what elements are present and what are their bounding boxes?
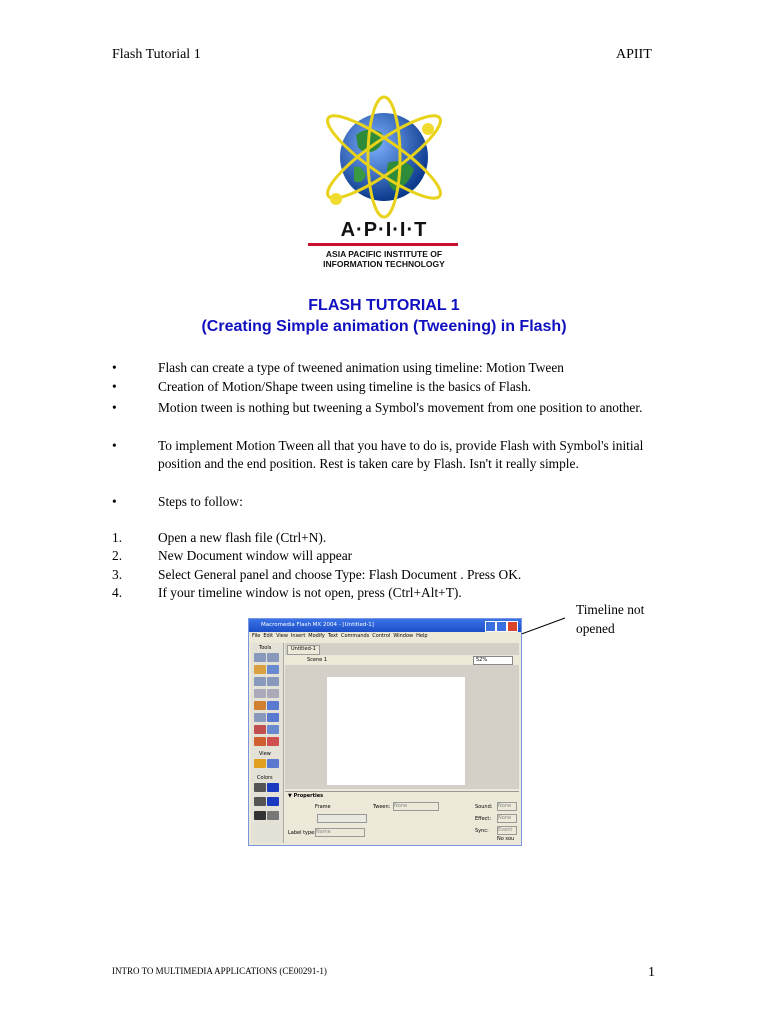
header-right: APIIT <box>616 47 652 62</box>
bullet-icon: • <box>112 379 117 394</box>
logo-subtitle-line2: INFORMATION TECHNOLOGY <box>323 259 445 269</box>
window-titlebar <box>249 619 521 632</box>
bullet-icon: • <box>112 494 117 509</box>
window-title: Macromedia Flash MX 2004 - [Untitled-1] <box>261 622 374 628</box>
logo-subtitle-line1: ASIA PACIFIC INSTITUTE OF <box>325 249 443 259</box>
page-subtitle: (Creating Simple animation (Tweening) in Flash) <box>201 318 567 335</box>
callout-text: Timeline not opened <box>576 602 645 636</box>
logo-wordmark: A·P·I·I·T <box>340 219 428 241</box>
stage <box>327 677 465 785</box>
doc-tab: Untitled-1 <box>287 645 320 655</box>
bullet-icon: • <box>112 438 117 453</box>
bullet-icon: • <box>112 360 117 375</box>
zoom-select: 52% <box>473 656 513 665</box>
minimize-icon <box>485 621 496 632</box>
menu-bar: File Edit View Insert Modify Text Commands Control Window Help <box>252 633 428 639</box>
header-left: Flash Tutorial 1 <box>112 47 201 62</box>
flash-screenshot <box>248 618 522 846</box>
tools-panel: Tools View Colors <box>251 643 284 843</box>
close-icon <box>507 621 518 632</box>
properties-panel: ▼ Properties Frame Tween: None Sound: None Effect: None Sync: Event No sou Label type: Name <box>285 791 519 844</box>
page-title: FLASH TUTORIAL 1 <box>308 297 460 314</box>
page-number: 1 <box>648 965 655 980</box>
bullet-icon: • <box>112 400 117 415</box>
scene-label: Scene 1 <box>307 657 328 663</box>
footer-course: INTRO TO MULTIMEDIA APPLICATIONS (CE00291-1) <box>112 966 327 976</box>
maximize-icon <box>496 621 507 632</box>
